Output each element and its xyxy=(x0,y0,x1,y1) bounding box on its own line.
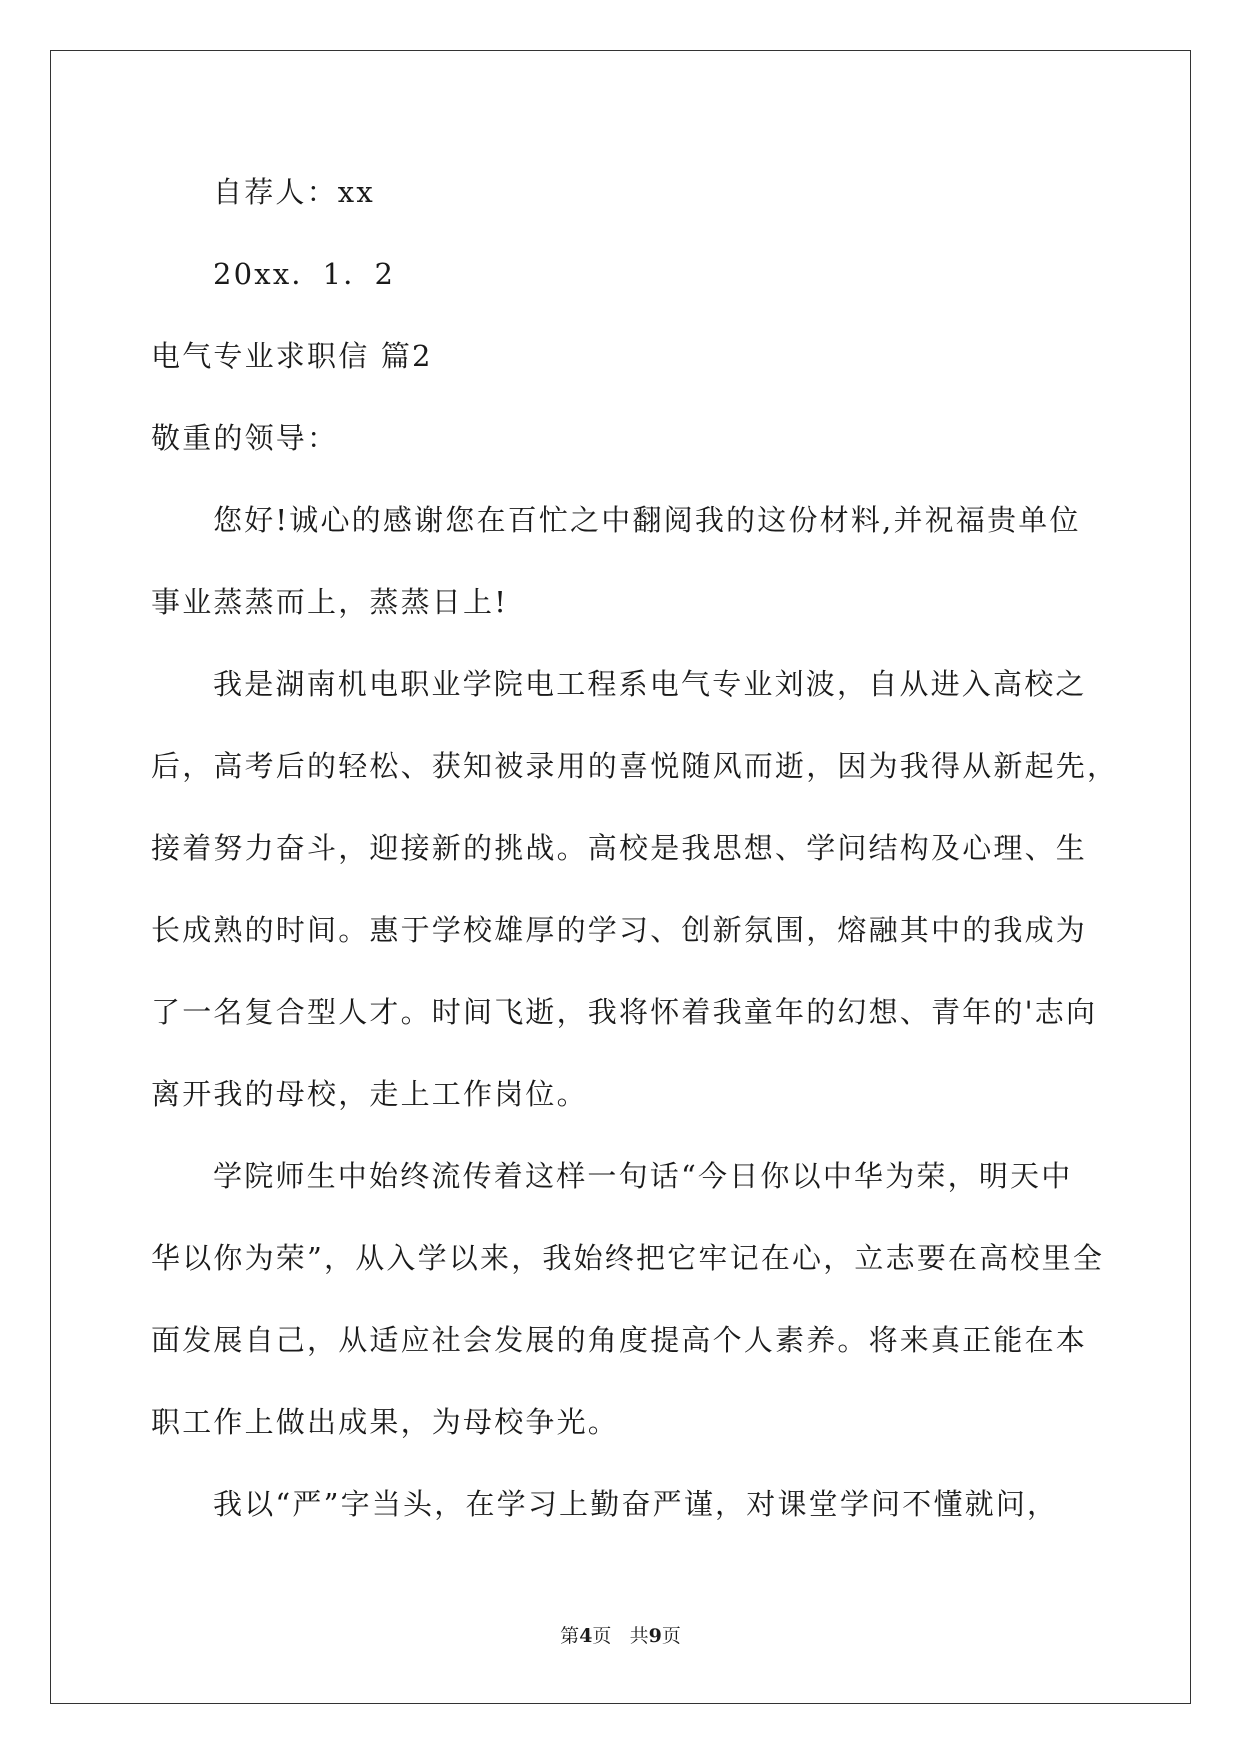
paragraph-line: 华以你为荣”，从入学以来，我始终把它牢记在心，立志要在高校里全 xyxy=(151,1241,1105,1275)
salutation: 敬重的领导： xyxy=(151,421,339,455)
page-suffix: 页 xyxy=(592,1625,612,1647)
paragraph-line: 我是湖南机电职业学院电工程系电气专业刘波，自从进入高校之 xyxy=(213,667,1087,701)
page-border xyxy=(50,50,1191,1704)
section-title: 电气专业求职信 篇2 xyxy=(151,339,433,373)
paragraph-line: 后，高考后的轻松、获知被录用的喜悦随风而逝，因为我得从新起先， xyxy=(151,749,1119,783)
paragraph-line: 离开我的母校，走上工作岗位。 xyxy=(151,1077,588,1111)
total-prefix: 共 xyxy=(629,1625,649,1647)
paragraph-line: 学院师生中始终流传着这样一句话“今日你以中华为荣，明天中 xyxy=(213,1159,1073,1193)
total-suffix: 页 xyxy=(661,1625,681,1647)
paragraph-line: 职工作上做出成果，为母校争光。 xyxy=(151,1405,620,1439)
page-footer xyxy=(0,1624,1241,1648)
page-current: 4 xyxy=(579,1625,593,1647)
page-total: 9 xyxy=(648,1625,662,1647)
paragraph-line: 您好!诚心的感谢您在百忙之中翻阅我的这份材料,并祝福贵单位 xyxy=(213,503,1081,537)
recommender-line: 自荐人：xx xyxy=(213,175,375,209)
paragraph-line: 长成熟的时间。惠于学校雄厚的学习、创新氛围，熔融其中的我成为 xyxy=(151,913,1088,947)
date-line: 20xx．1．2 xyxy=(213,257,396,291)
paragraph-line: 面发展自己，从适应社会发展的角度提高个人素养。将来真正能在本 xyxy=(151,1323,1088,1357)
page-prefix: 第 xyxy=(560,1625,580,1647)
paragraph-line: 我以“严”字当头，在学习上勤奋严谨，对课堂学问不懂就问， xyxy=(213,1487,1059,1521)
paragraph-line: 了一名复合型人才。时间飞逝，我将怀着我童年的幻想、青年的'志向 xyxy=(151,995,1098,1029)
paragraph-line: 接着努力奋斗，迎接新的挑战。高校是我思想、学问结构及心理、生 xyxy=(151,831,1088,865)
paragraph-line: 事业蒸蒸而上，蒸蒸日上! xyxy=(151,585,509,619)
